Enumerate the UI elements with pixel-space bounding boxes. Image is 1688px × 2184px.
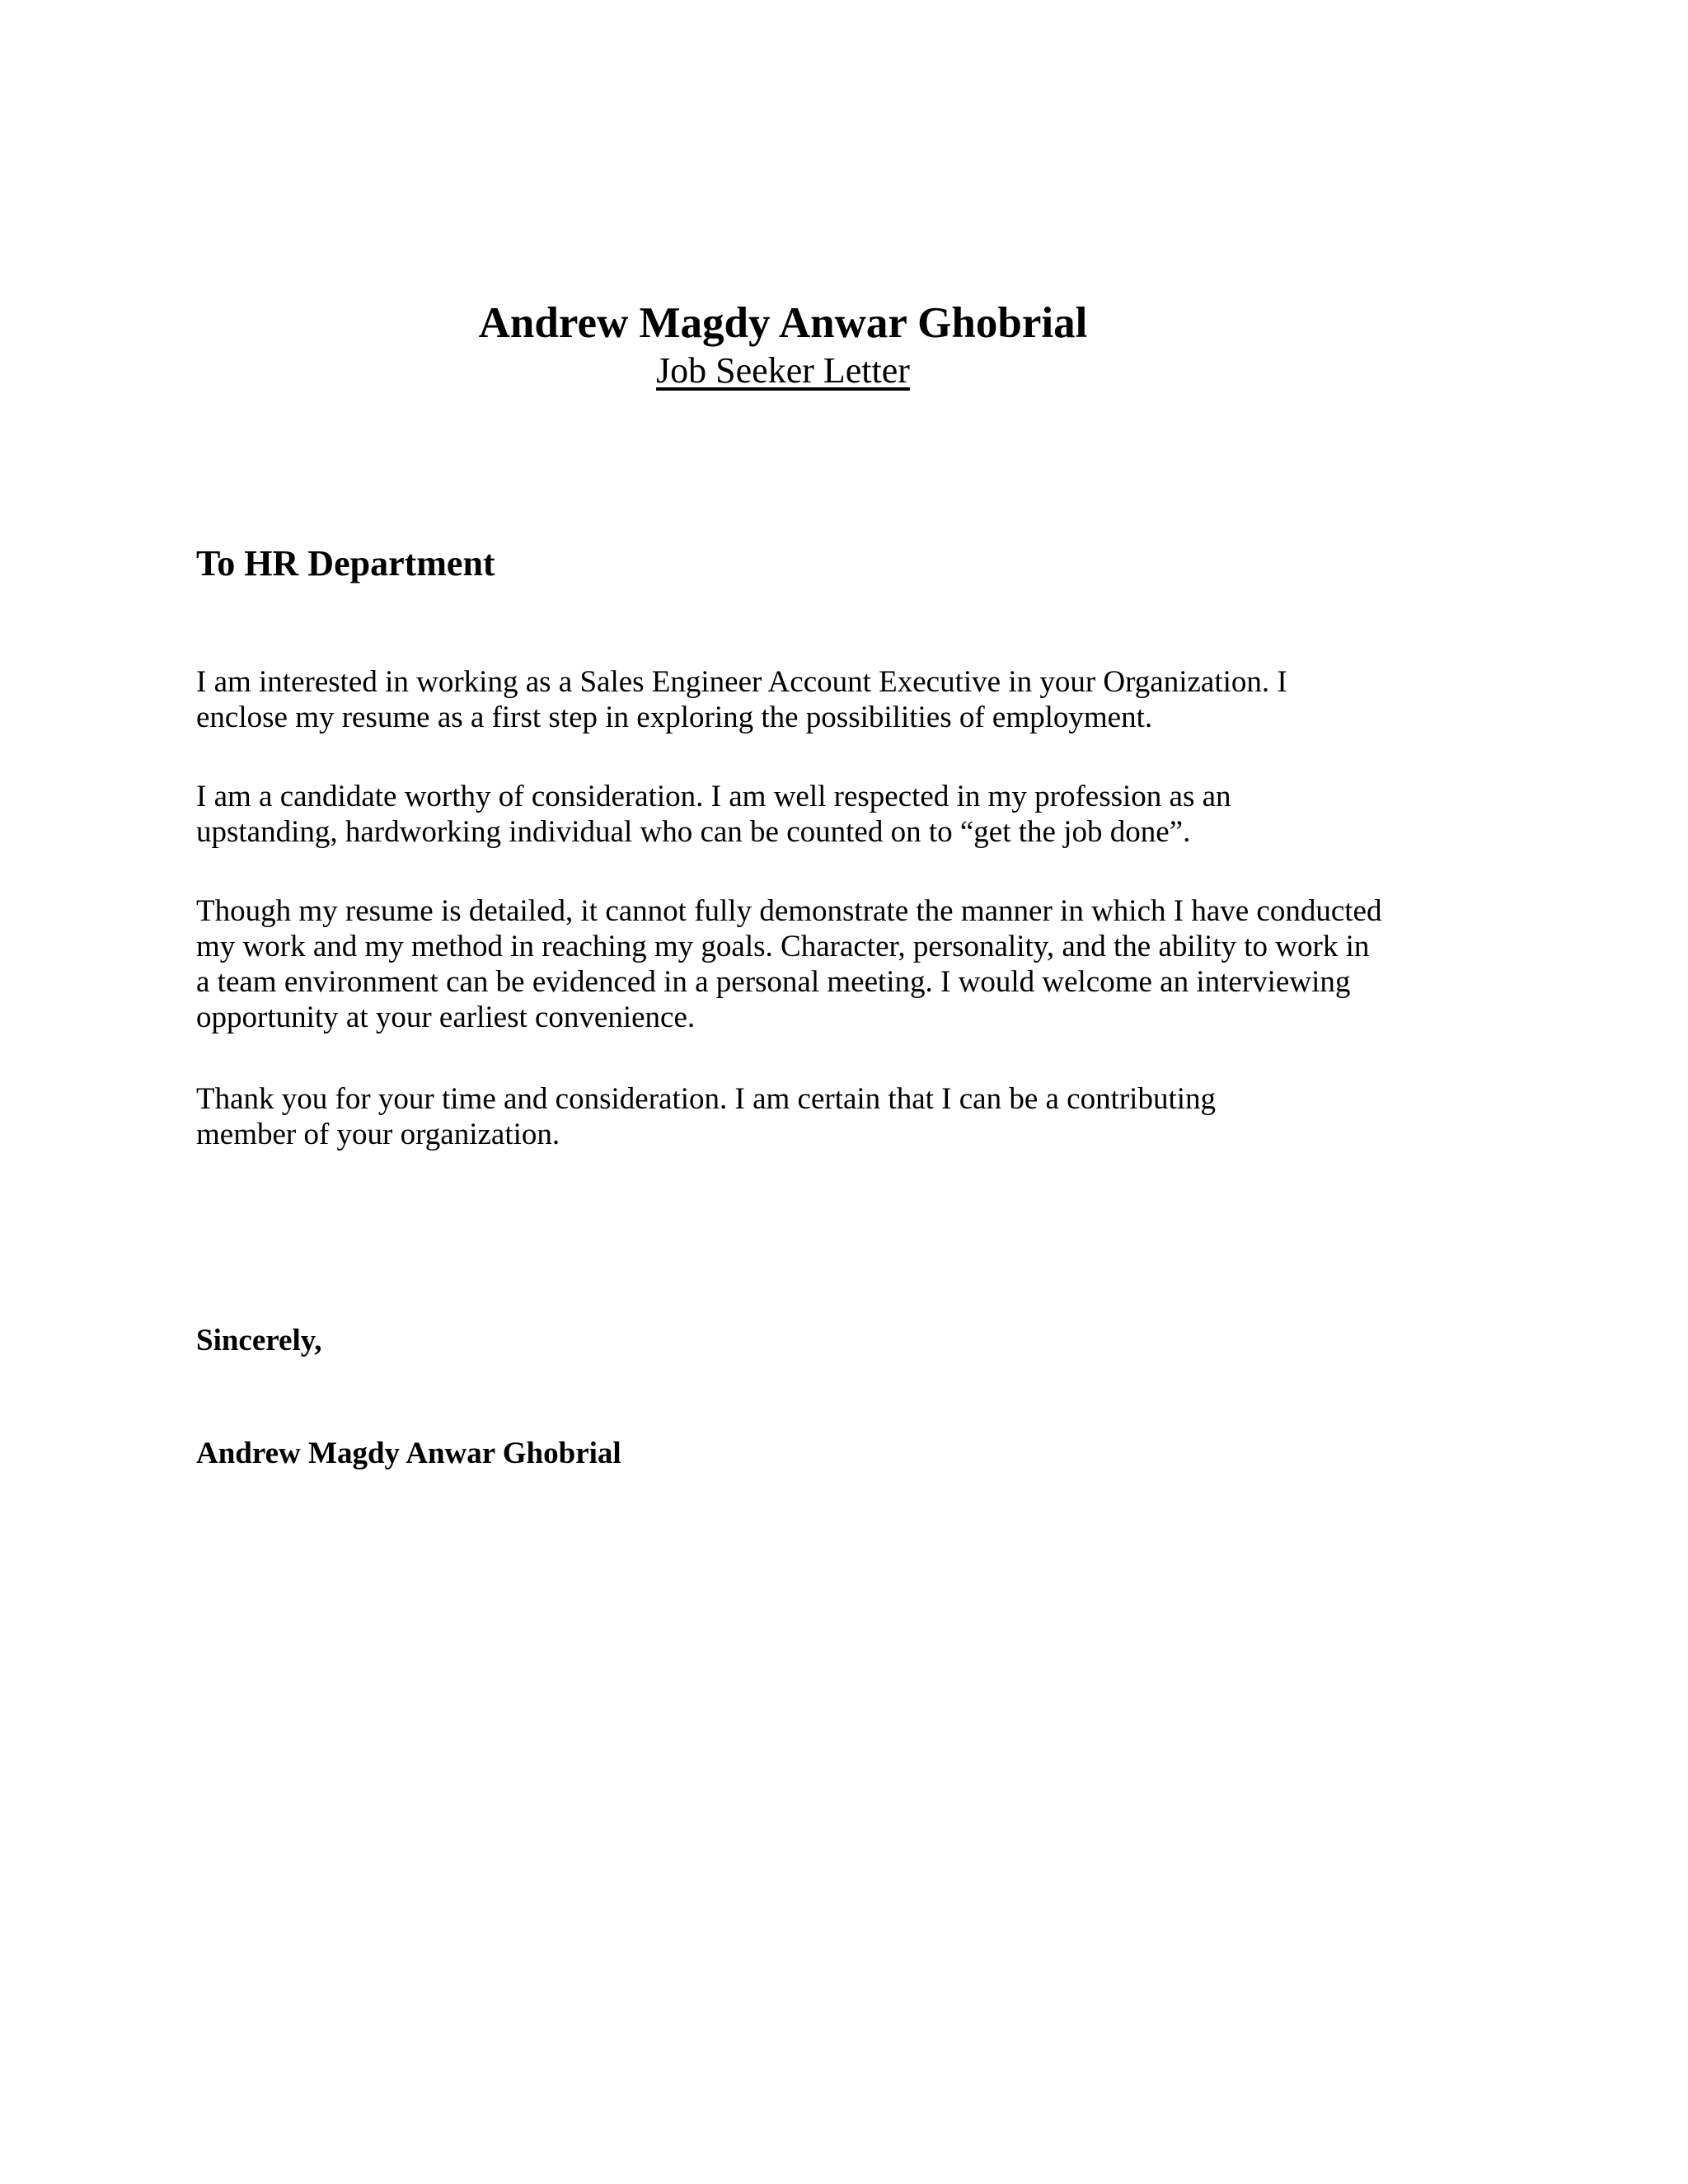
salutation: To HR Department (196, 543, 495, 583)
body-paragraph-4: Thank you for your time and consideration. I am certain that I can be a contributing member of your organization. (196, 1082, 1217, 1151)
signature-name: Andrew Magdy Anwar Ghobrial (196, 1436, 621, 1470)
body-paragraph-2: I am a candidate worthy of consideration. I am well respected in my profession as an upstanding, hardworking individual who can be counted on to “get the job done”. (196, 780, 1231, 849)
body-paragraph-1: I am interested in working as a Sales Engineer Account Executive in your Organization. I enclose my resume as a first step in exploring the possibilities of employment. (196, 665, 1287, 734)
letter-header (0, 297, 1566, 392)
author-name: Andrew Magdy Anwar Ghobrial (478, 299, 1088, 347)
body-paragraph-3: Though my resume is detailed, it cannot fully demonstrate the manner in which I have conducted my work and my method in reaching my goals. Character, personality, and the ability to work in a team environment can be evidenced in a personal meeting. I would welcome an interviewing opportunity at your earliest convenience. (196, 894, 1382, 1034)
document-subtitle: Job Seeker Letter (656, 350, 910, 391)
closing: Sincerely, (196, 1324, 322, 1357)
